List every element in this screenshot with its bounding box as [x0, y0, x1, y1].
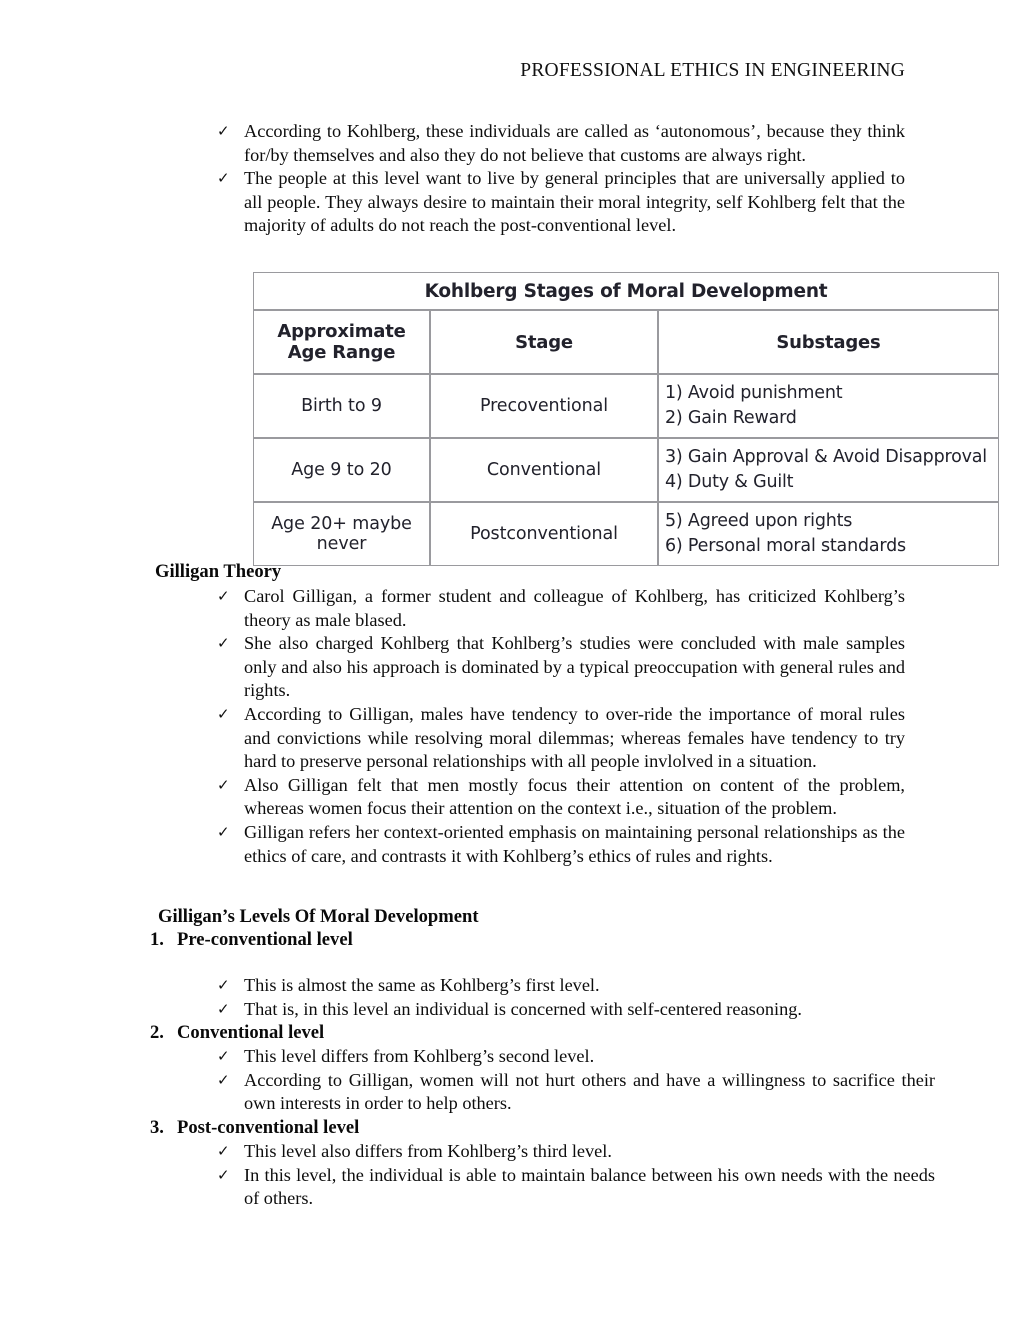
- level-bullet-list: [150, 1045, 935, 1116]
- list-item-text: Also Gilligan felt that men mostly focus their attention on content of the problem, whereas women focus their attention on the context i.e., situation of the problem.: [244, 774, 905, 819]
- checkmark-icon: ✓: [217, 122, 230, 140]
- kohlberg-table-container: [253, 272, 999, 566]
- checkmark-icon: ✓: [217, 1070, 230, 1089]
- level-bullet-list: [150, 974, 905, 1021]
- list-item: [214, 120, 905, 167]
- kohlberg-stages-table: [253, 272, 999, 566]
- checkmark-icon: ✓: [217, 704, 230, 723]
- cell-stage: Precoventional: [430, 374, 658, 438]
- checkmark-icon: ✓: [217, 1141, 230, 1160]
- list-item-text: This level differs from Kohlberg’s second level.: [244, 1046, 595, 1067]
- gilligan-theory-bullet-list: [214, 585, 905, 868]
- list-item: [214, 998, 935, 1022]
- checkmark-icon: ✓: [217, 999, 230, 1018]
- list-item-text: According to Kohlberg, these individuals are called as ‘autonomous’, because they think for/by themselves and also they do not believe that customs are always right.: [244, 121, 905, 165]
- list-item: [214, 1140, 935, 1164]
- column-header-stage: Stage: [430, 310, 658, 374]
- checkmark-icon: ✓: [217, 634, 230, 653]
- checkmark-icon: ✓: [217, 775, 230, 794]
- cell-substages: [658, 438, 999, 502]
- list-item: [214, 1069, 935, 1116]
- checkmark-icon: ✓: [217, 976, 230, 994]
- gilligan-theory-heading: Gilligan Theory: [155, 561, 282, 582]
- cell-substages: [658, 502, 999, 566]
- cell-age-range: Age 20+ maybe never: [253, 502, 430, 566]
- list-item: [214, 774, 905, 821]
- cell-age-range: Age 9 to 20: [253, 438, 430, 502]
- spacer: [150, 952, 905, 974]
- level-number: 2.: [150, 1022, 164, 1044]
- list-item-text: According to Gilligan, males have tendency to over-ride the importance of moral rules and convictions while resolving moral dilemmas; whereas females have tendency to try hard to preserve personal relationships with all people invlolved in a situation.: [244, 703, 905, 772]
- list-item: [214, 703, 905, 774]
- list-item: [150, 1021, 935, 1116]
- table-row: [253, 502, 999, 566]
- list-item: [214, 1045, 935, 1069]
- substage-line: 5) Agreed upon rights: [665, 511, 853, 531]
- substage-line: 4) Duty & Guilt: [665, 472, 794, 492]
- list-item: [214, 821, 905, 868]
- level-bullet-list: [150, 1140, 935, 1211]
- level-number: 1.: [150, 929, 164, 950]
- cell-age-range: Birth to 9: [253, 374, 430, 438]
- list-item-text: Carol Gilligan, a former student and colleague of Kohlberg, has criticized Kohlberg’s theory as male blased.: [244, 586, 905, 630]
- running-header: PROFESSIONAL ETHICS IN ENGINEERING: [520, 60, 905, 81]
- column-header-substages: Substages: [658, 310, 999, 374]
- level-title: Post-conventional level: [177, 1116, 360, 1138]
- cell-stage: Conventional: [430, 438, 658, 502]
- gilligan-levels-list: [150, 928, 935, 1211]
- list-item: [214, 1164, 935, 1211]
- list-item-text: The people at this level want to live by general principles that are universally applied to all people. They always desire to maintain their moral integrity, self Kohlberg felt that the majority of adults do not reach the post-conventional level.: [244, 168, 905, 236]
- level-number: 3.: [150, 1116, 164, 1138]
- table-header-row: [253, 310, 999, 374]
- table-row: [253, 374, 999, 438]
- list-item-text: According to Gilligan, women will not hurt others and have a willingness to sacrifice their own interests in order to help others.: [244, 1069, 935, 1114]
- table-title: Kohlberg Stages of Moral Development: [253, 272, 999, 310]
- level-title-row: [150, 1116, 905, 1140]
- list-item-text: She also charged Kohlberg that Kohlberg’s studies were concluded with male samples only and also his approach is dominated by a typical preoccupation with general rules and rights.: [244, 633, 905, 701]
- substage-line: 2) Gain Reward: [665, 408, 797, 428]
- checkmark-icon: ✓: [217, 1165, 230, 1184]
- level-title-row: [150, 1021, 905, 1045]
- table-row: [253, 438, 999, 502]
- list-item: [214, 585, 905, 632]
- list-item-text: That is, in this level an individual is concerned with self-centered reasoning.: [244, 998, 802, 1019]
- cell-substages: [658, 374, 999, 438]
- list-item-text: This level also differs from Kohlberg’s third level.: [244, 1140, 612, 1161]
- intro-bullet-list: [214, 120, 905, 238]
- list-item-text: This is almost the same as Kohlberg’s first level.: [244, 975, 600, 995]
- column-header-age-range: Approximate Age Range: [253, 310, 430, 374]
- level-title-row: [150, 928, 905, 952]
- list-item-text: Gilligan refers her context-oriented emphasis on maintaining personal relationships as the ethics of care, and contrasts it with Kohlberg’s ethics of rules and rights.: [244, 821, 905, 866]
- gilligan-levels-heading: Gilligan’s Levels Of Moral Development: [158, 906, 479, 927]
- list-item: [150, 928, 905, 1021]
- list-item-text: In this level, the individual is able to maintain balance between his own needs with the needs of others.: [244, 1164, 935, 1209]
- level-title: Conventional level: [177, 1022, 325, 1044]
- substage-line: 3) Gain Approval & Avoid Disapproval: [665, 447, 987, 467]
- cell-stage: Postconventional: [430, 502, 658, 566]
- table-title-row: [253, 272, 999, 310]
- list-item: [214, 167, 905, 238]
- substage-line: 6) Personal moral standards: [665, 536, 906, 556]
- list-item: [150, 1116, 935, 1211]
- checkmark-icon: ✓: [217, 822, 230, 841]
- checkmark-icon: ✓: [217, 1047, 230, 1066]
- checkmark-icon: ✓: [217, 169, 230, 188]
- level-title: Pre-conventional level: [177, 929, 353, 950]
- list-item: [214, 974, 935, 998]
- list-item: [214, 632, 905, 703]
- checkmark-icon: ✓: [217, 587, 230, 605]
- substage-line: 1) Avoid punishment: [665, 383, 843, 403]
